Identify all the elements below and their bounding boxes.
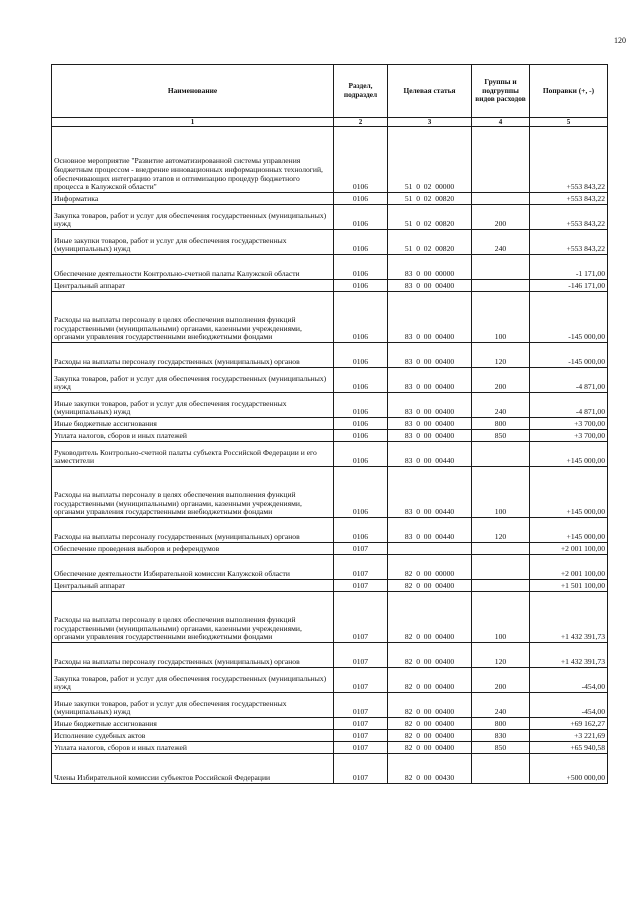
table-header-row <box>52 65 608 118</box>
row-target: 82 0 00 00400 <box>388 580 472 592</box>
table-row <box>52 543 608 555</box>
table-row <box>52 205 608 230</box>
row-name: Уплата налогов, сборов и иных платежей <box>52 742 334 754</box>
table-row <box>52 430 608 442</box>
row-group: 240 <box>472 693 530 718</box>
row-group: 850 <box>472 742 530 754</box>
row-amount: +3 700,00 <box>530 418 608 430</box>
row-section: 0107 <box>334 643 388 668</box>
table-row <box>52 442 608 467</box>
row-target: 51 0 02 00820 <box>388 205 472 230</box>
row-amount: +3 221,69 <box>530 730 608 742</box>
row-amount: +145 000,00 <box>530 442 608 467</box>
row-amount: +2 001 100,00 <box>530 543 608 555</box>
budget-amendments-table <box>51 64 608 784</box>
row-name: Расходы на выплаты персоналу в целях обеспечения выполнения функций государственными (муниципальными) органами, казенными учреждениями, органами управления государственными внебюджетными фондами <box>52 292 334 343</box>
row-group: 850 <box>472 430 530 442</box>
table-row <box>52 280 608 292</box>
table-row <box>52 255 608 280</box>
column-number: 2 <box>334 118 388 127</box>
row-name: Расходы на выплаты персоналу государственных (муниципальных) органов <box>52 643 334 668</box>
row-name: Исполнение судебных актов <box>52 730 334 742</box>
row-section: 0107 <box>334 742 388 754</box>
row-name: Расходы на выплаты персоналу государственных (муниципальных) органов <box>52 518 334 543</box>
table-row <box>52 693 608 718</box>
row-section: 0107 <box>334 668 388 693</box>
row-target: 51 0 02 00820 <box>388 193 472 205</box>
row-amount: +69 162,27 <box>530 718 608 730</box>
page-number: 120 <box>614 36 626 45</box>
row-amount: -4 871,00 <box>530 368 608 393</box>
row-section: 0107 <box>334 543 388 555</box>
table-row <box>52 292 608 343</box>
table-row <box>52 230 608 255</box>
row-amount: -145 000,00 <box>530 292 608 343</box>
row-name: Закупка товаров, работ и услуг для обеспечения государственных (муниципальных) нужд <box>52 668 334 693</box>
row-amount: -454,00 <box>530 693 608 718</box>
table-row <box>52 193 608 205</box>
column-number-row <box>52 118 608 127</box>
row-section: 0107 <box>334 730 388 742</box>
row-amount: +553 843,22 <box>530 230 608 255</box>
row-group: 120 <box>472 518 530 543</box>
row-name: Иные закупки товаров, работ и услуг для обеспечения государственных (муниципальных) нужд <box>52 693 334 718</box>
row-amount: +553 843,22 <box>530 205 608 230</box>
row-amount: +3 700,00 <box>530 430 608 442</box>
row-amount: +553 843,22 <box>530 127 608 193</box>
row-section: 0106 <box>334 393 388 418</box>
row-target: 82 0 00 00400 <box>388 592 472 643</box>
row-section: 0106 <box>334 467 388 518</box>
table-row <box>52 518 608 543</box>
row-section: 0106 <box>334 442 388 467</box>
row-name: Информатика <box>52 193 334 205</box>
row-target: 82 0 00 00400 <box>388 668 472 693</box>
row-section: 0106 <box>334 255 388 280</box>
row-target: 83 0 00 00400 <box>388 280 472 292</box>
column-number: 3 <box>388 118 472 127</box>
row-target: 82 0 00 00430 <box>388 754 472 784</box>
row-name: Основное мероприятие "Развитие автоматизированной системы управления бюджетным процессом - внедрение инновационных информационных технологий, обеспечивающих интеграцию этапов и оптимизацию процедур бюджетного процесса в Калужской области" <box>52 127 334 193</box>
row-target: 83 0 00 00400 <box>388 292 472 343</box>
row-group: 120 <box>472 643 530 668</box>
row-group <box>472 580 530 592</box>
table-row <box>52 343 608 368</box>
row-group <box>472 442 530 467</box>
row-name: Расходы на выплаты персоналу в целях обеспечения выполнения функций государственными (муниципальными) органами, казенными учреждениями, органами управления государственными внебюджетными фондами <box>52 467 334 518</box>
row-target: 83 0 00 00400 <box>388 343 472 368</box>
row-section: 0106 <box>334 205 388 230</box>
row-section: 0107 <box>334 592 388 643</box>
row-name: Закупка товаров, работ и услуг для обеспечения государственных (муниципальных) нужд <box>52 205 334 230</box>
row-group: 200 <box>472 205 530 230</box>
table-row <box>52 555 608 580</box>
table-body <box>52 127 608 784</box>
row-name: Руководитель Контрольно-счетной палаты субъекта Российской Федерации и его заместители <box>52 442 334 467</box>
row-amount: +1 432 391,73 <box>530 643 608 668</box>
row-group <box>472 543 530 555</box>
row-target: 83 0 00 00440 <box>388 518 472 543</box>
row-section: 0106 <box>334 230 388 255</box>
row-name: Иные закупки товаров, работ и услуг для обеспечения государственных (муниципальных) нужд <box>52 393 334 418</box>
table-row <box>52 580 608 592</box>
header-name: Наименование <box>52 65 334 118</box>
table-row <box>52 592 608 643</box>
column-number: 4 <box>472 118 530 127</box>
row-target: 82 0 00 00000 <box>388 555 472 580</box>
row-target: 83 0 00 00400 <box>388 430 472 442</box>
header-amendment: Поправки (+, -) <box>530 65 608 118</box>
row-target: 82 0 00 00400 <box>388 718 472 730</box>
row-section: 0106 <box>334 518 388 543</box>
row-name: Центральный аппарат <box>52 580 334 592</box>
row-section: 0107 <box>334 580 388 592</box>
row-target: 83 0 00 00400 <box>388 418 472 430</box>
table-row <box>52 668 608 693</box>
row-name: Обеспечение проведения выборов и референдумов <box>52 543 334 555</box>
row-name: Расходы на выплаты персоналу государственных (муниципальных) органов <box>52 343 334 368</box>
table-row <box>52 393 608 418</box>
table-row <box>52 127 608 193</box>
row-target: 51 0 02 00820 <box>388 230 472 255</box>
table-row <box>52 418 608 430</box>
table-row <box>52 742 608 754</box>
row-group: 800 <box>472 418 530 430</box>
row-group: 120 <box>472 343 530 368</box>
row-group <box>472 255 530 280</box>
row-amount: -1 171,00 <box>530 255 608 280</box>
row-name: Уплата налогов, сборов и иных платежей <box>52 430 334 442</box>
row-amount: +145 000,00 <box>530 467 608 518</box>
column-number: 1 <box>52 118 334 127</box>
header-group: Группы и подгруппы видов расходов <box>472 65 530 118</box>
row-name: Обеспечение деятельности Контрольно-счетной палаты Калужской области <box>52 255 334 280</box>
row-group <box>472 555 530 580</box>
row-section: 0107 <box>334 693 388 718</box>
row-section: 0106 <box>334 292 388 343</box>
row-group: 240 <box>472 393 530 418</box>
row-group <box>472 127 530 193</box>
row-target: 83 0 00 00440 <box>388 442 472 467</box>
row-group <box>472 754 530 784</box>
row-target: 82 0 00 00400 <box>388 693 472 718</box>
row-amount: +2 001 100,00 <box>530 555 608 580</box>
row-target: 82 0 00 00400 <box>388 742 472 754</box>
row-section: 0106 <box>334 418 388 430</box>
row-name: Центральный аппарат <box>52 280 334 292</box>
row-target: 83 0 00 00400 <box>388 368 472 393</box>
row-amount: +1 501 100,00 <box>530 580 608 592</box>
header-section: Раздел, подраздел <box>334 65 388 118</box>
row-group: 100 <box>472 592 530 643</box>
row-section: 0106 <box>334 368 388 393</box>
row-group: 100 <box>472 292 530 343</box>
header-target: Целевая статья <box>388 65 472 118</box>
row-amount: +500 000,00 <box>530 754 608 784</box>
row-section: 0107 <box>334 754 388 784</box>
row-target: 83 0 00 00400 <box>388 393 472 418</box>
row-name: Члены Избирательной комиссии субъектов Российской Федерации <box>52 754 334 784</box>
row-target: 83 0 00 00440 <box>388 467 472 518</box>
row-section: 0106 <box>334 193 388 205</box>
row-group: 100 <box>472 467 530 518</box>
row-name: Обеспечение деятельности Избирательной комиссии Калужской области <box>52 555 334 580</box>
row-amount: +65 940,58 <box>530 742 608 754</box>
row-target: 82 0 00 00400 <box>388 643 472 668</box>
table-row <box>52 730 608 742</box>
row-target: 82 0 00 00400 <box>388 730 472 742</box>
row-section: 0106 <box>334 127 388 193</box>
column-number: 5 <box>530 118 608 127</box>
row-group <box>472 193 530 205</box>
row-section: 0106 <box>334 280 388 292</box>
row-name: Иные бюджетные ассигнования <box>52 418 334 430</box>
row-name: Закупка товаров, работ и услуг для обеспечения государственных (муниципальных) нужд <box>52 368 334 393</box>
row-amount: +553 843,22 <box>530 193 608 205</box>
row-target: 51 0 02 00000 <box>388 127 472 193</box>
row-name: Иные бюджетные ассигнования <box>52 718 334 730</box>
table-row <box>52 368 608 393</box>
row-section: 0106 <box>334 430 388 442</box>
row-group <box>472 280 530 292</box>
row-group: 830 <box>472 730 530 742</box>
row-amount: -145 000,00 <box>530 343 608 368</box>
row-name: Иные закупки товаров, работ и услуг для обеспечения государственных (муниципальных) нужд <box>52 230 334 255</box>
table-row <box>52 467 608 518</box>
row-amount: -146 171,00 <box>530 280 608 292</box>
table-row <box>52 718 608 730</box>
row-name: Расходы на выплаты персоналу в целях обеспечения выполнения функций государственными (муниципальными) органами, казенными учреждениями, органами управления государственными внебюджетными фондами <box>52 592 334 643</box>
row-group: 200 <box>472 368 530 393</box>
row-section: 0106 <box>334 343 388 368</box>
row-section: 0107 <box>334 718 388 730</box>
row-target <box>388 543 472 555</box>
row-group: 800 <box>472 718 530 730</box>
row-amount: +1 432 391,73 <box>530 592 608 643</box>
row-target: 83 0 00 00000 <box>388 255 472 280</box>
table-row <box>52 643 608 668</box>
row-amount: -4 871,00 <box>530 393 608 418</box>
row-group: 240 <box>472 230 530 255</box>
row-group: 200 <box>472 668 530 693</box>
row-amount: -454,00 <box>530 668 608 693</box>
row-amount: +145 000,00 <box>530 518 608 543</box>
table-row <box>52 754 608 784</box>
row-section: 0107 <box>334 555 388 580</box>
